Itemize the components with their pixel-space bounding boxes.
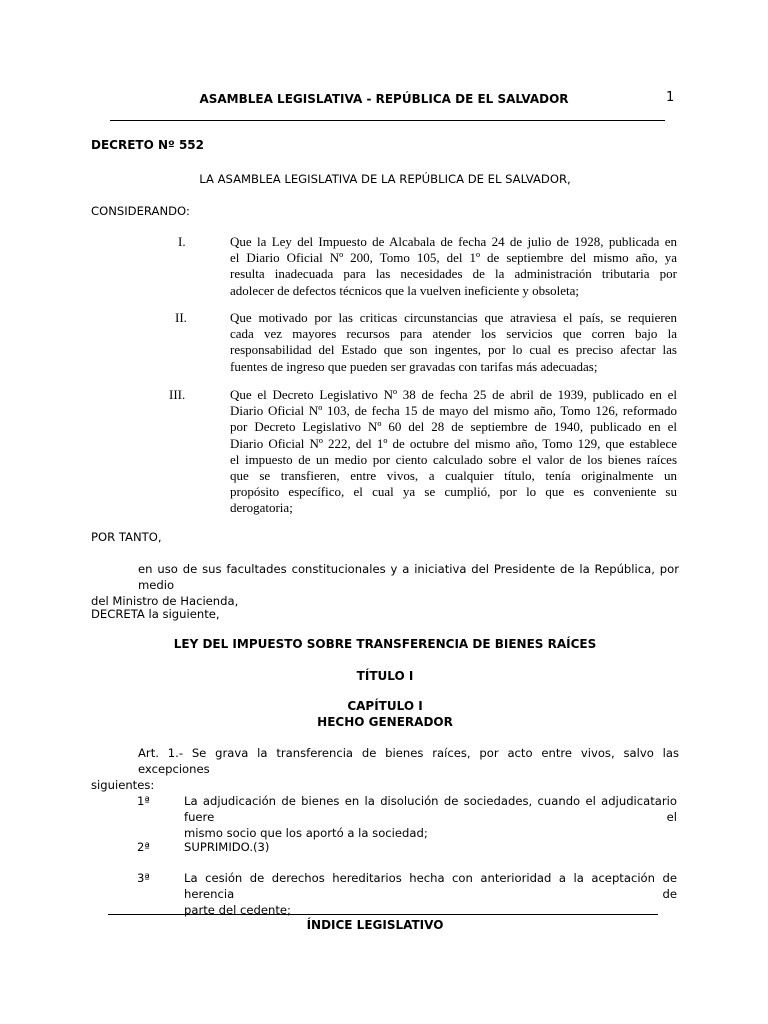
considerando-label: CONSIDERANDO: [91,204,190,218]
consideration-line: por Decreto Legislativo Nº 60 del 28 de septiembre de 1940, publicado en el [230,419,677,435]
consideration-line: propósito específico, el cual ya se cumplió, por lo que es conveniente su [230,484,677,500]
consideration-line: responsabilidad del Estado que son ingentes, por lo cual es preciso afectar las [230,342,677,358]
exception-numeral: 3ª [137,871,150,885]
article-text [91,745,679,794]
decreta-line: DECRETA la siguiente, [91,607,220,621]
consideration-numeral: III. [169,387,186,402]
page-number: 1 [666,90,675,105]
consideration-line: que se transfieren, entre vivos, a cualquier título, tenía originalmente un [230,468,677,484]
exception-line: La adjudicación de bienes en la disolución de sociedades, cuando el adjudicatario fuere el [184,794,677,825]
consideration-text [230,234,677,299]
consideration-numeral: I. [178,234,186,249]
capitulo-heading: CAPÍTULO I [347,699,423,713]
consideration-line: el impuesto de un medio por ciento calculado sobre el valor de los bienes raíces [230,451,677,467]
por-tanto-text [91,561,679,610]
exception-text [184,839,677,855]
por-tanto-label: POR TANTO, [91,530,162,544]
article-line: Art. 1.- Se grava la transferencia de bienes raíces, por acto entre vivos, salvo las excepciones [138,746,679,777]
exception-line: SUPRIMIDO.(3) [184,840,270,854]
consideration-numeral: II. [175,310,187,325]
capitulo-subtitle: HECHO GENERADOR [317,715,453,729]
consideration-line: cada vez mayores recursos para atender los servicios que corren bajo la [230,326,677,342]
assembly-line: LA ASAMBLEA LEGISLATIVA DE LA REPÚBLICA DE EL SALVADOR, [199,172,571,186]
exception-text [184,870,677,919]
consideration-line: derogatoria; [230,500,293,516]
consideration-line: Diario Oficial Nº 222, del 1º de octubre del mismo año, Tomo 129, que establece [230,435,677,451]
law-title: LEY DEL IMPUESTO SOBRE TRANSFERENCIA DE BIENES RAÍCES [173,637,597,651]
article-line: siguientes: [91,778,155,793]
decree-number: DECRETO Nº 552 [91,138,205,152]
por-tanto-line: en uso de sus facultades constitucionales y a iniciativa del Presidente de la República, por medio [138,562,679,593]
consideration-line: resulta inadecuada para las necesidades de la administración tributaria por [230,266,677,282]
footer-rule [108,914,658,915]
header-rule [110,120,665,121]
consideration-line: el Diario Oficial Nº 200, Tomo 105, del 1º de septiembre del mismo año, ya [230,250,677,266]
exception-numeral: 1ª [137,794,150,808]
header-title: ASAMBLEA LEGISLATIVA - REPÚBLICA DE EL SALVADOR [199,92,569,106]
exception-line: parte del cedente; [184,903,291,918]
consideration-text [230,310,677,375]
exception-numeral: 2ª [137,840,150,854]
exception-line: mismo socio que los aportó a la sociedad; [184,826,428,841]
por-tanto-line: del Ministro de Hacienda, [91,594,239,609]
exception-line: La cesión de derechos hereditarios hecha con anterioridad a la aceptación de herencia de [184,871,677,902]
consideration-line: Que motivado por las criticas circunstancias que atraviesa el país, se requieren [230,310,677,325]
titulo-heading: TÍTULO I [356,669,414,683]
consideration-line: adolecer de defectos técnicos que la vuelven ineficiente y obsoleta; [230,282,580,298]
footer-title: ÍNDICE LEGISLATIVO [306,918,444,932]
consideration-text [230,387,677,517]
consideration-line: fuentes de ingreso que pueden ser gravadas con tarifas más adecuadas; [230,358,598,374]
consideration-line: Que el Decreto Legislativo Nº 38 de fecha 25 de abril de 1939, publicado en el [230,387,677,402]
exception-text [184,793,677,842]
consideration-line: Diario Oficial Nº 103, de fecha 15 de mayo del mismo año, Tomo 126, reformado [230,403,677,419]
consideration-line: Que la Ley del Impuesto de Alcabala de fecha 24 de julio de 1928, publicada en [230,234,677,249]
